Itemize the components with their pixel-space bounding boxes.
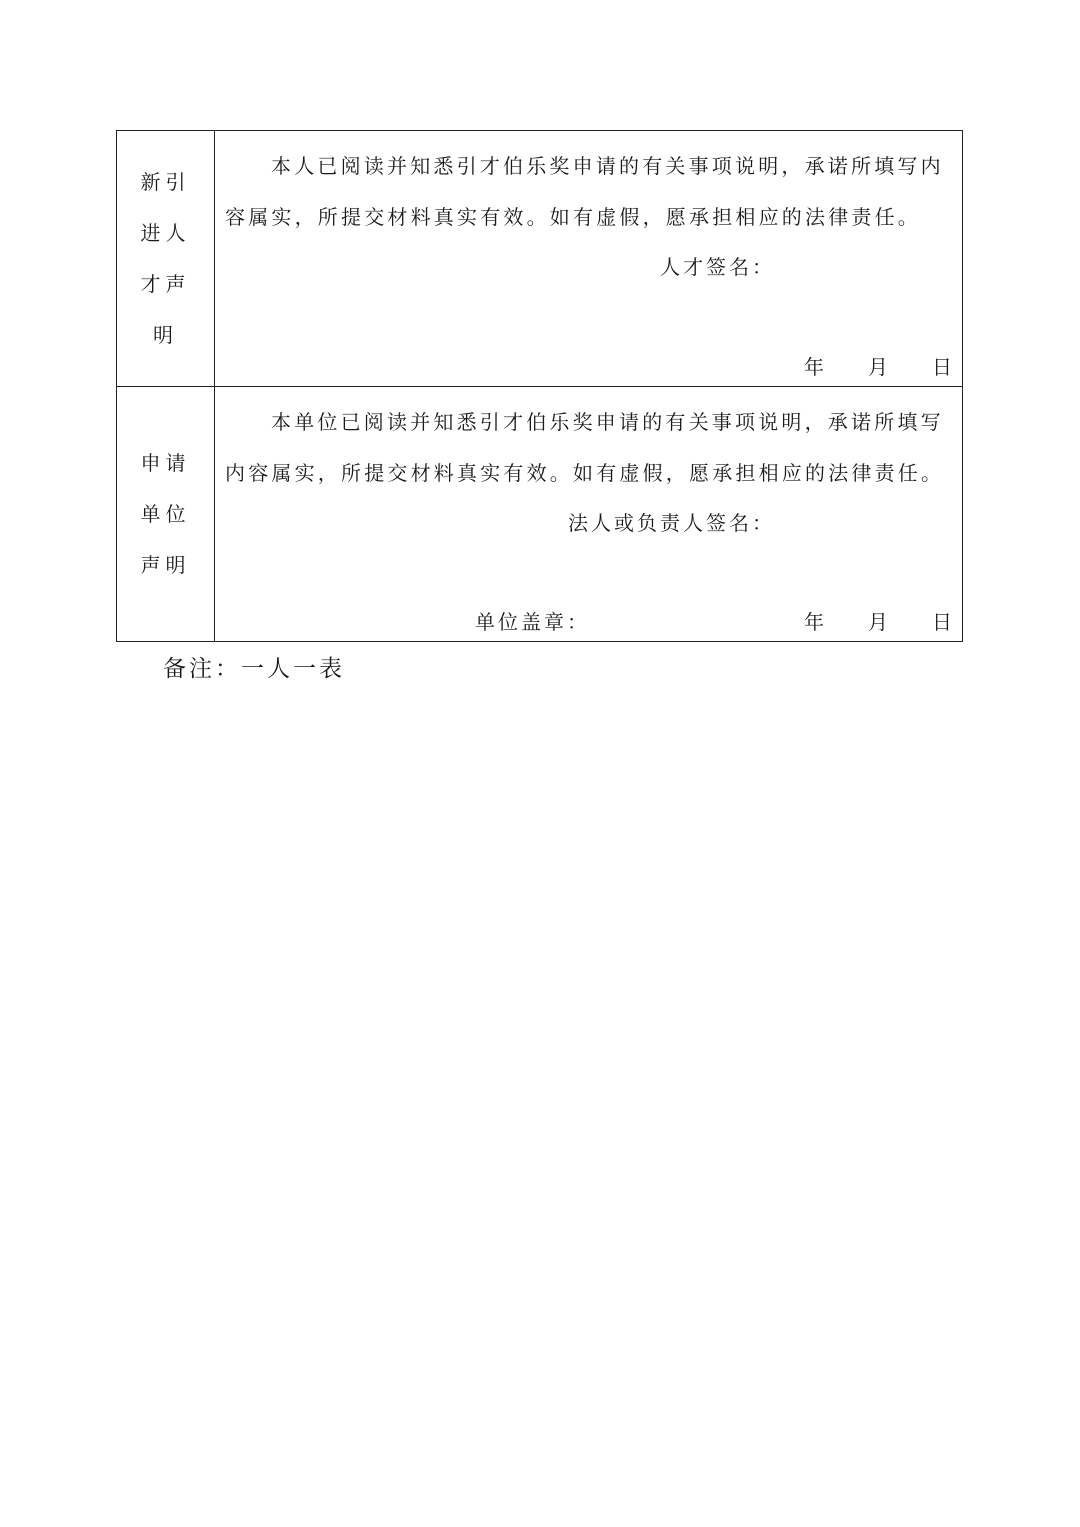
date-month-label: 月: [868, 355, 888, 379]
talent-declaration-label: 新引进人才声明: [140, 169, 191, 347]
date-year-label: 年: [804, 355, 824, 379]
date-year-label: 年: [804, 610, 824, 634]
legal-rep-signature-label: 法人或负责人签名：: [568, 511, 775, 535]
unit-seal-label: 单位盖章：: [475, 610, 590, 634]
row-label-cell: [117, 387, 215, 641]
talent-declaration-content: [215, 131, 962, 386]
date-day-label: 日: [932, 355, 952, 379]
talent-date-line: [804, 352, 952, 382]
unit-declaration-content: [215, 387, 962, 641]
unit-declaration-label: 申请单位声明: [140, 450, 191, 577]
date-day-label: 日: [932, 610, 952, 634]
talent-declaration-row: [117, 131, 962, 386]
row-label-cell: [117, 131, 215, 386]
declaration-table: [116, 130, 963, 642]
talent-declaration-text: 本人已阅读并知悉引才伯乐奖申请的有关事项说明，承诺所填写内容属实，所提交材料真实有效。如有虚假，愿承担相应的法律责任。: [225, 154, 944, 229]
footnote: 备注：一人一表: [163, 656, 345, 682]
date-month-label: 月: [868, 610, 888, 634]
unit-date-line: [804, 607, 952, 637]
unit-declaration-text: 本单位已阅读并知悉引才伯乐奖申请的有关事项说明，承诺所填写内容属实，所提交材料真实有效。如有虚假，愿承担相应的法律责任。: [225, 410, 945, 485]
talent-signature-label: 人才签名：: [660, 255, 775, 279]
unit-declaration-row: [117, 386, 962, 641]
